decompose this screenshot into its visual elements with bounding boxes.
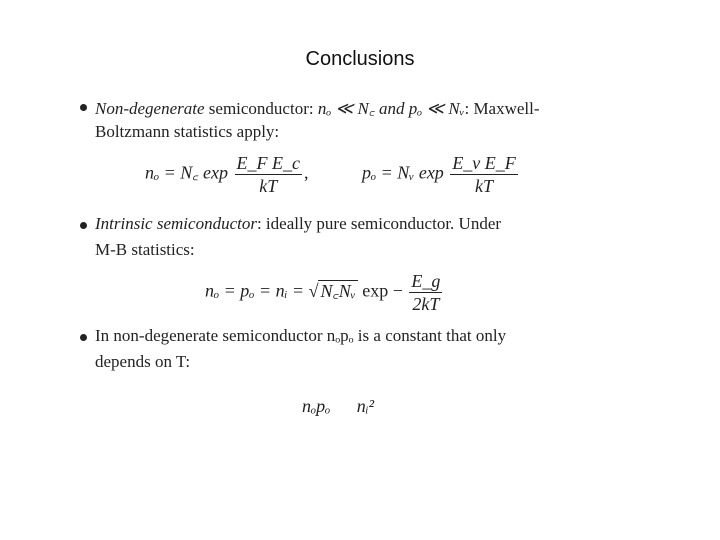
- equation-p0-lhs: pₒ = Nᵥ exp: [362, 162, 444, 183]
- bullet-2-line-1: [95, 214, 501, 234]
- bullet-1-lead: Non-degenerate: [95, 99, 205, 118]
- bullet-1-line-1: [95, 96, 540, 119]
- equation-ni-numerator: E_g: [411, 271, 441, 291]
- equation-ni-lhs: nₒ = pₒ = nᵢ =: [205, 280, 309, 301]
- bullet-3-line-2: depends on T:: [95, 352, 191, 371]
- equation-n0-fraction: [235, 152, 302, 197]
- bullet-2-lead: Intrinsic semiconductor: [95, 214, 257, 233]
- equation-ni: [205, 270, 444, 315]
- equation-p0-fraction: [450, 152, 517, 197]
- equation-ni-exp: exp −: [357, 280, 403, 301]
- equation-ni-fraction: [409, 270, 442, 315]
- equation-n0-comma: ,: [304, 162, 309, 183]
- equation-np: [302, 396, 374, 417]
- bullet-dot: [80, 222, 87, 229]
- equation-n0-lhs: nₒ = N꜀ exp: [145, 162, 229, 183]
- bullet-1-lead-rest: semiconductor:: [204, 99, 318, 118]
- equation-p0: [362, 152, 520, 197]
- bullet-1-line-2: Boltzmann statistics apply:: [95, 122, 280, 141]
- sqrt-symbol: √ N꜀Nᵥ: [308, 280, 356, 301]
- equation-np-rhs: nᵢ²: [356, 396, 375, 416]
- bullet-1-condition: nₒ ≪ N꜀ and pₒ ≪ Nᵥ: [317, 99, 465, 118]
- equation-np-lhs: nₒpₒ: [302, 396, 331, 416]
- bullet-3-line-1: In non-degenerate semiconductor nₒpₒ is a constant that only: [95, 326, 507, 345]
- equation-n0-denominator: kT: [259, 176, 278, 196]
- equation-n0-numerator: E_F E_c: [236, 153, 300, 173]
- bullet-1-tail: : Maxwell-: [464, 99, 540, 118]
- equation-ni-radicand: N꜀Nᵥ: [320, 280, 356, 301]
- slide-title: Conclusions: [305, 48, 415, 70]
- bullet-2-rest: : ideally pure semiconductor. Under: [256, 214, 502, 233]
- equation-p0-denominator: kT: [475, 176, 494, 196]
- equation-n0: [145, 152, 309, 197]
- bullet-dot: [80, 334, 87, 341]
- bullet-dot: [80, 104, 87, 111]
- equation-p0-numerator: E_v E_F: [452, 153, 516, 173]
- bullet-2-line-2: M-B statistics:: [95, 240, 195, 259]
- equation-ni-denominator: 2kT: [412, 294, 440, 314]
